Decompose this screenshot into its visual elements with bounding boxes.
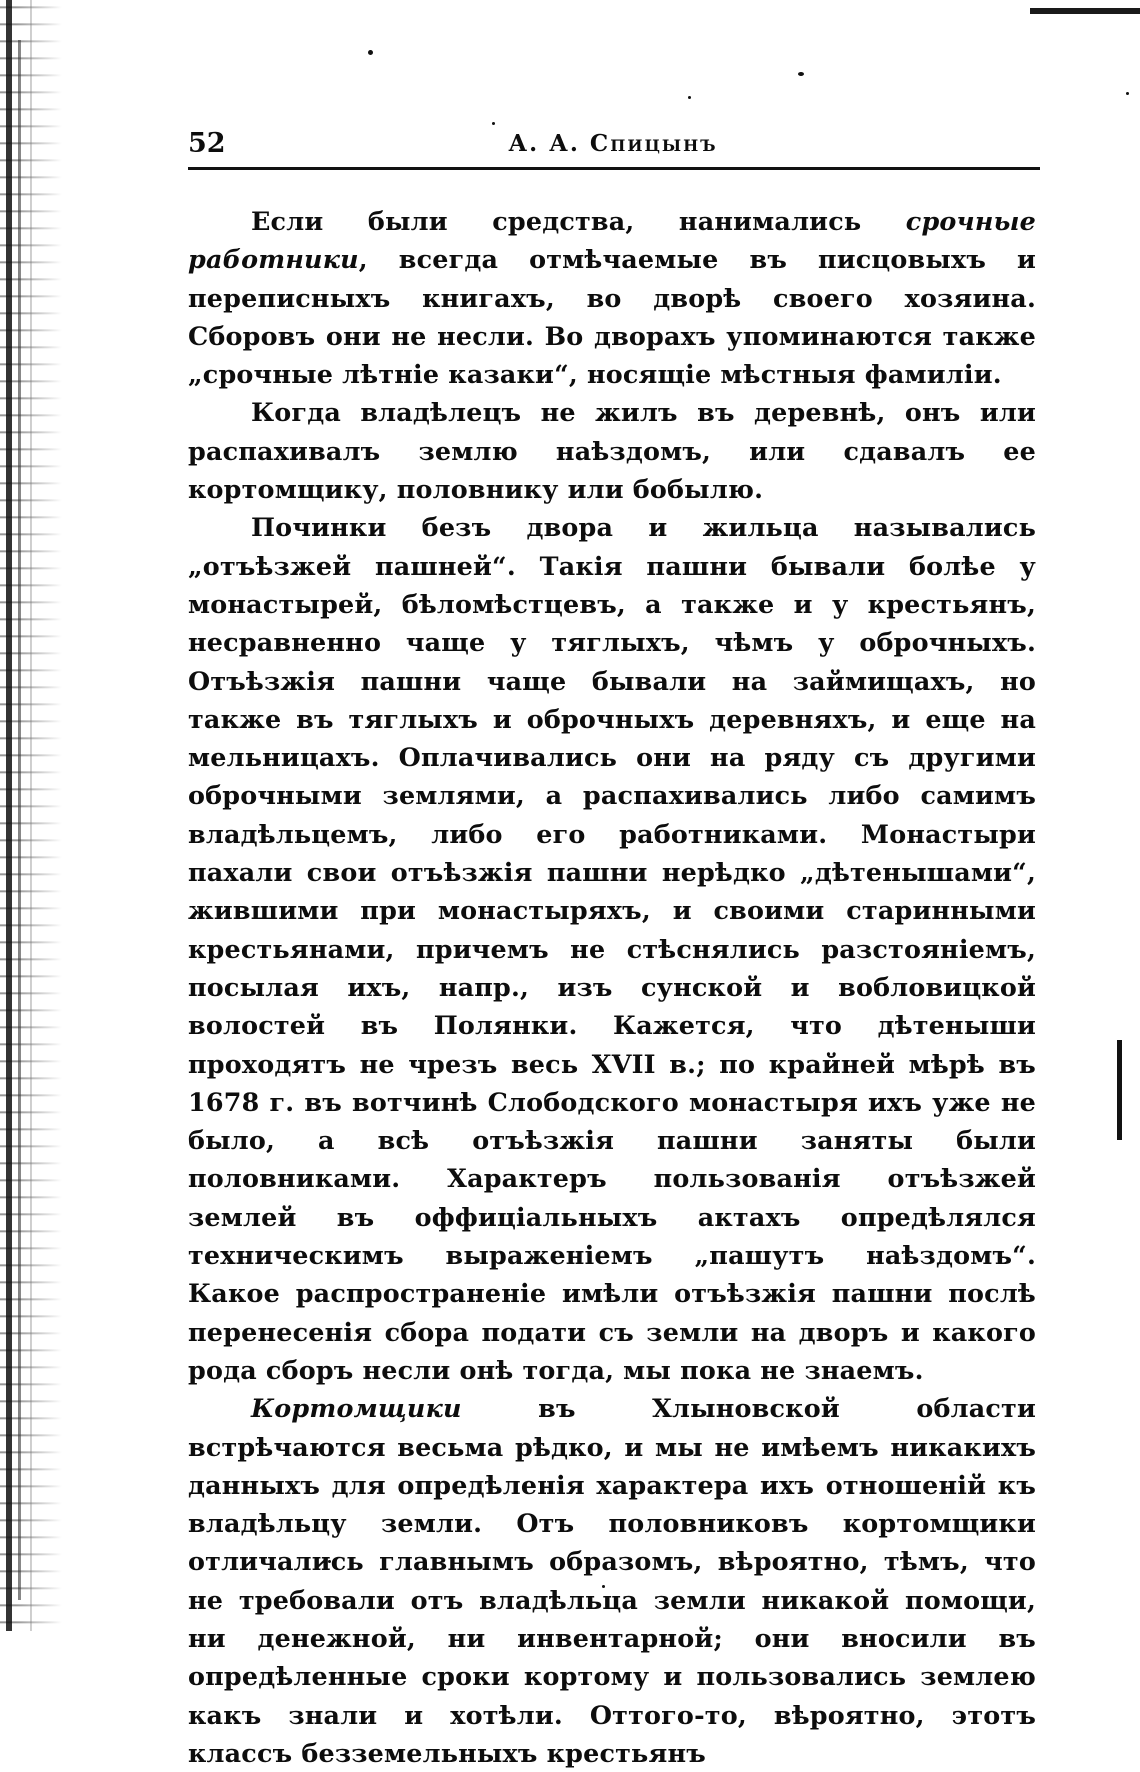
paragraph [188,508,1036,1389]
binding-shadow-bar [6,0,12,1631]
paragraph-text: Когда владѣлецъ не жилъ въ деревнѣ, онъ или распахивалъ землю наѣздомъ, или сдавалъ ее кортомщику, половнику или бобылю. [188,397,1036,505]
paragraph-text: въ Хлыновской области встрѣчаются весьма рѣдко, и мы не имѣемъ никакихъ данныхъ для опредѣленія характера ихъ отношеній къ владѣльцу земли. Отъ половниковъ кортомщики отличались главнымъ образомъ, вѣроятно, тѣмъ, что не требовали отъ владѣльца земли никакой помощи, ни денежной, ни инвентарной; они вносили въ опредѣленные сроки кортому и пользовались землею какъ знали и хотѣли. Оттого-то, вѣроятно, этотъ классъ безземельныхъ крестьянъ [188,1393,1036,1768]
paragraph-text: Если были средства, нанимались [251,206,906,236]
paragraph [188,202,1036,393]
paragraph-text: , всегда отмѣчаемые въ писцовыхъ и переписныхъ книгахъ, во дворѣ своего хозяина. Сборовъ они не несли. Во дворахъ упоминаются также „срочные лѣтніе казаки“, носящіе мѣстныя фамиліи. [188,244,1036,390]
scan-edge-artifact [1030,8,1140,14]
binding-shadow-bar [18,40,21,1600]
emphasized-term: срочные работники [188,206,1036,275]
page-header [188,128,1038,162]
scan-margin-shadow [0,0,62,1631]
emphasized-term: Кортомщики [251,1393,462,1424]
header-rule [188,167,1040,170]
binding-shadow-bar [30,0,32,1631]
paragraph [188,393,1036,508]
paragraph-text: Починки безъ двора и жильца назывались „отъѣзжей пашней“. Такія пашни бывали болѣе у монастырей, бѣломѣстцевъ, а также и у крестьянъ, несравненно чаще у тяглыхъ, чѣмъ у оброчныхъ. Отъѣзжія пашни чаще бывали на займищахъ, но также въ тяглыхъ и оброчныхъ деревняхъ, и еще на мельницахъ. Оплачивались они на ряду съ другими оброчными землями, а распахивались либо самимъ владѣльцемъ, либо его работниками. Монастыри пахали свои отъѣзжія пашни нерѣдко „дѣтенышами“, жившими при монастыряхъ, и своими старинными крестьянами, причемъ не стѣснялись разстояніемъ, посылая ихъ, напр., изъ сунской и вобловицкой волостей въ Полянки. Кажется, что дѣтеныши проходятъ не чрезъ весь XVII в.; по крайней мѣрѣ въ 1678 г. въ вотчинѣ Слободского монастыря ихъ уже не было, а всѣ отъѣзжія пашни заняты были половниками. Характеръ пользованія отъѣзжей землей въ оффиціальныхъ актахъ опредѣлялся техническимъ выраженіемъ „пашутъ наѣздомъ“. Какое распространеніе имѣли отъѣзжія пашни послѣ перенесенія сбора подати съ земли на дворъ и какого рода сборъ несли онѣ тогда, мы пока не знаемъ. [188,512,1036,1385]
page-number: 52 [188,128,226,159]
body-text [188,202,1036,1772]
scan-edge-artifact [1117,1040,1122,1140]
running-head: А. А. Спицынъ [508,130,718,157]
paragraph [188,1389,1036,1772]
book-page [188,0,1038,1768]
scan-speck [1126,92,1129,95]
